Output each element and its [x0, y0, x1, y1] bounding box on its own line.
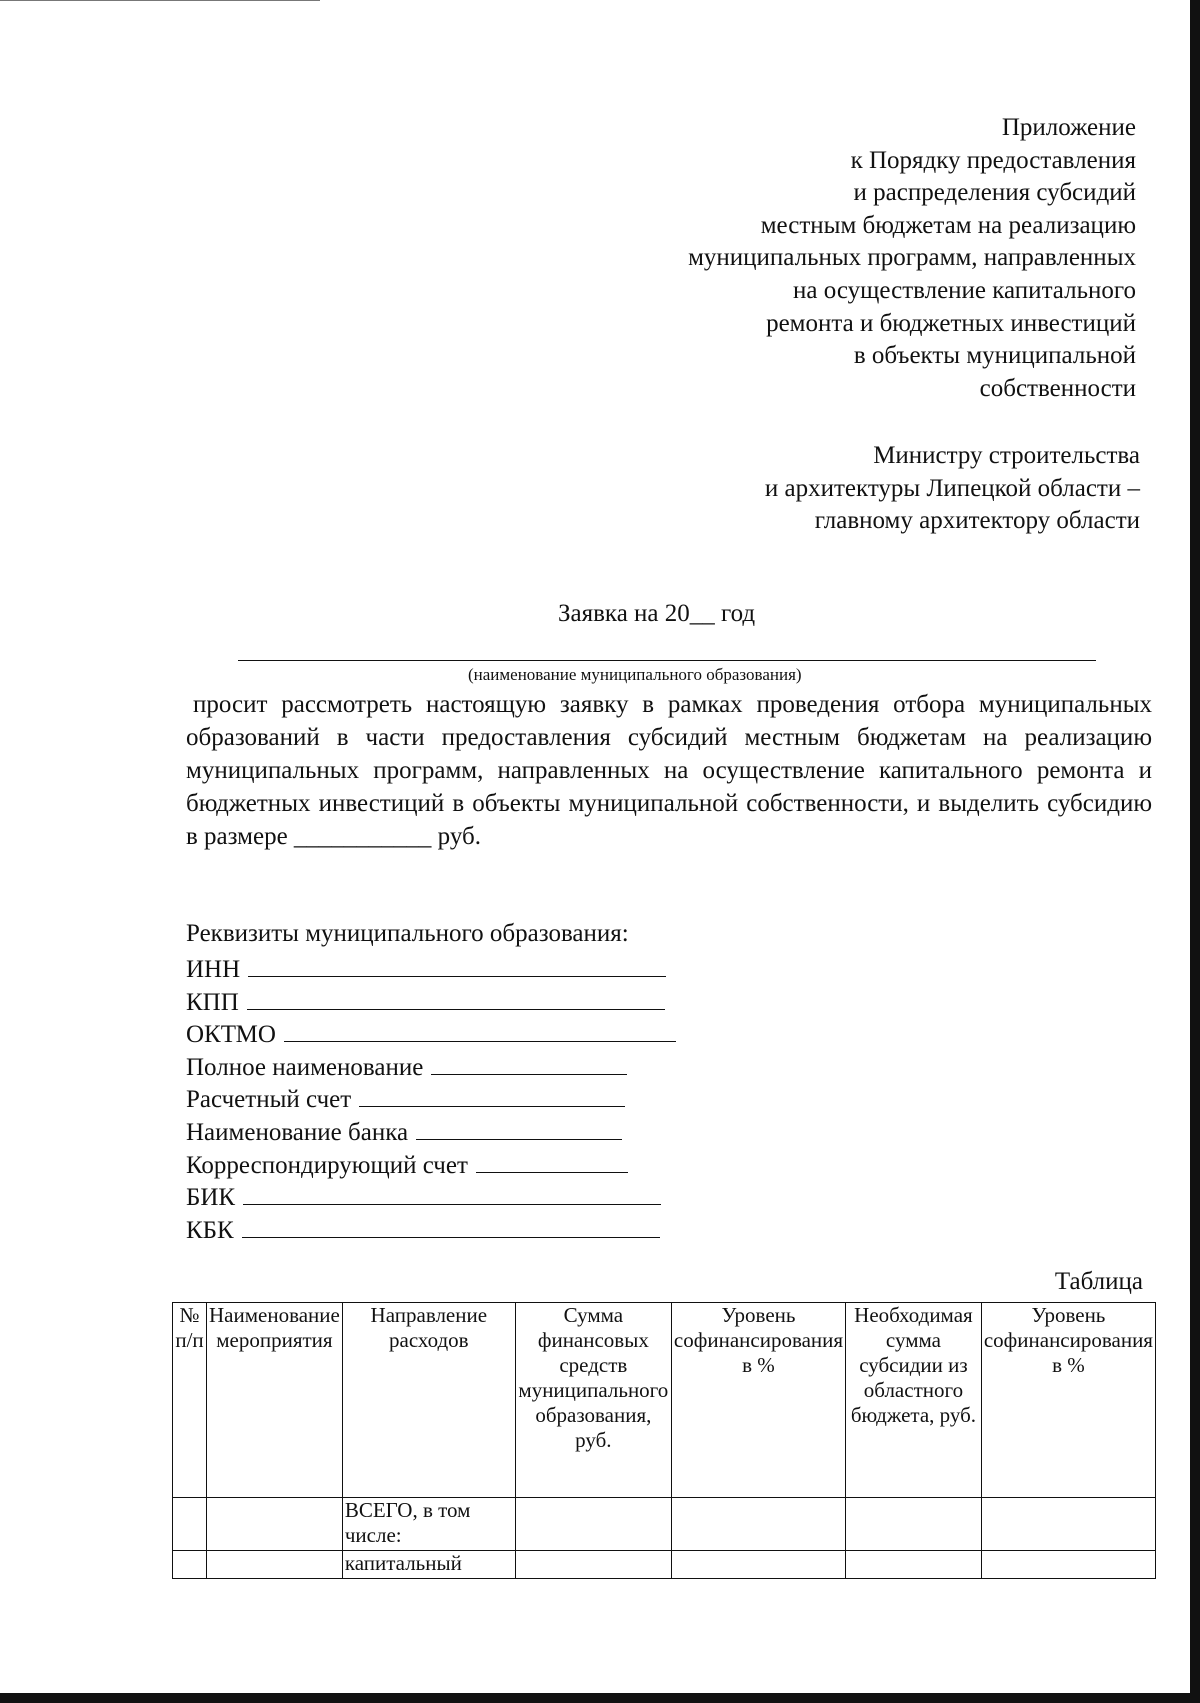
bik-blank [243, 1180, 661, 1205]
row-total-label: ВСЕГО, в том числе: [342, 1498, 515, 1551]
appendix-line: Приложение [1001, 114, 1136, 141]
requisite-label: ИНН [186, 956, 241, 983]
requisite-label: Расчетный счет [186, 1086, 352, 1114]
header-event-name: Наименование мероприятия [207, 1303, 343, 1498]
requisite-label: БИК [186, 1184, 236, 1212]
requisite-corr-account [186, 1148, 676, 1181]
bank-name-blank [416, 1115, 622, 1140]
addressee-block [500, 440, 1140, 538]
scan-edge-line [0, 0, 320, 1]
header-number: № п/п [173, 1303, 207, 1498]
requisite-inn [186, 952, 676, 985]
appendix-line: к Порядку предоставления [850, 146, 1136, 174]
requisite-kpp [186, 985, 676, 1018]
requisites-title: Реквизиты муниципального образования: [186, 920, 629, 947]
application-title: Заявка на 20__ год [558, 600, 756, 627]
appendix-line: местным бюджетам на реализацию [760, 211, 1136, 239]
addressee-line: и архитектуры Липецкой области – [764, 474, 1140, 502]
table-label: Таблица [1054, 1268, 1143, 1295]
requisite-label: Полное наименование [186, 1053, 424, 1081]
kbk-blank [242, 1213, 660, 1238]
municipality-caption: (наименование муниципального образования) [468, 665, 802, 684]
requisite-account [186, 1082, 676, 1115]
table-row [173, 1498, 1156, 1551]
table-row [173, 1551, 1156, 1579]
appendix-line: собственности [979, 374, 1136, 402]
requisite-kbk [186, 1213, 676, 1246]
request-paragraph: просит рассмотреть настоящую заявку в рамках проведения отбора муниципальных образований в части предоставления субсидий местным бюджетам на реализацию муниципальных программ, направленных на осуществление капитального ремонта и бюджетных инвестиций в объекты муниципальной собственности, и выделить субсидию в размере ___________ руб. [186, 691, 1152, 850]
header-cofinancing-level: Уровень софинансирования в % [671, 1303, 845, 1498]
subsidy-table [172, 1302, 1156, 1579]
addressee-line: Министру строительства [873, 442, 1140, 469]
row-capital-label: капитальный [342, 1551, 515, 1579]
header-cofinancing-level-2: Уровень софинансирования в % [981, 1303, 1155, 1498]
header-required-subsidy: Необходимая сумма субсидии из областного бюджета, руб. [846, 1303, 982, 1498]
account-blank [359, 1082, 625, 1107]
requisite-full-name [186, 1050, 676, 1083]
table-header-row [173, 1303, 1156, 1498]
requisite-label: Наименование банка [186, 1118, 409, 1146]
appendix-line: муниципальных программ, направленных [688, 244, 1136, 272]
requisite-label: КБК [186, 1216, 234, 1244]
municipality-name-line [238, 660, 1096, 661]
requisite-label: Корреспондирующий счет [186, 1151, 468, 1179]
requisite-label: КПП [186, 988, 239, 1016]
appendix-line: на осуществление капитального [793, 276, 1136, 304]
appendix-line: в объекты муниципальной [853, 342, 1136, 370]
inn-blank [248, 952, 666, 977]
oktmo-blank [284, 1017, 676, 1042]
full-name-blank [431, 1050, 627, 1075]
addressee-line: главному архитектору области [814, 507, 1140, 535]
requisite-bank-name [186, 1115, 676, 1148]
appendix-header [496, 112, 1136, 405]
requisite-bik [186, 1180, 676, 1213]
requisites-list [186, 952, 676, 1245]
requisite-oktmo [186, 1017, 676, 1050]
appendix-line: и распределения субсидий [853, 179, 1136, 207]
requisite-label: ОКТМО [186, 1021, 276, 1049]
header-municipal-funds: Сумма финансовых средств муниципального образования, руб. [515, 1303, 671, 1498]
kpp-blank [247, 985, 665, 1010]
header-expense-direction: Направление расходов [342, 1303, 515, 1498]
corr-account-blank [476, 1148, 628, 1173]
appendix-line: ремонта и бюджетных инвестиций [766, 309, 1136, 337]
